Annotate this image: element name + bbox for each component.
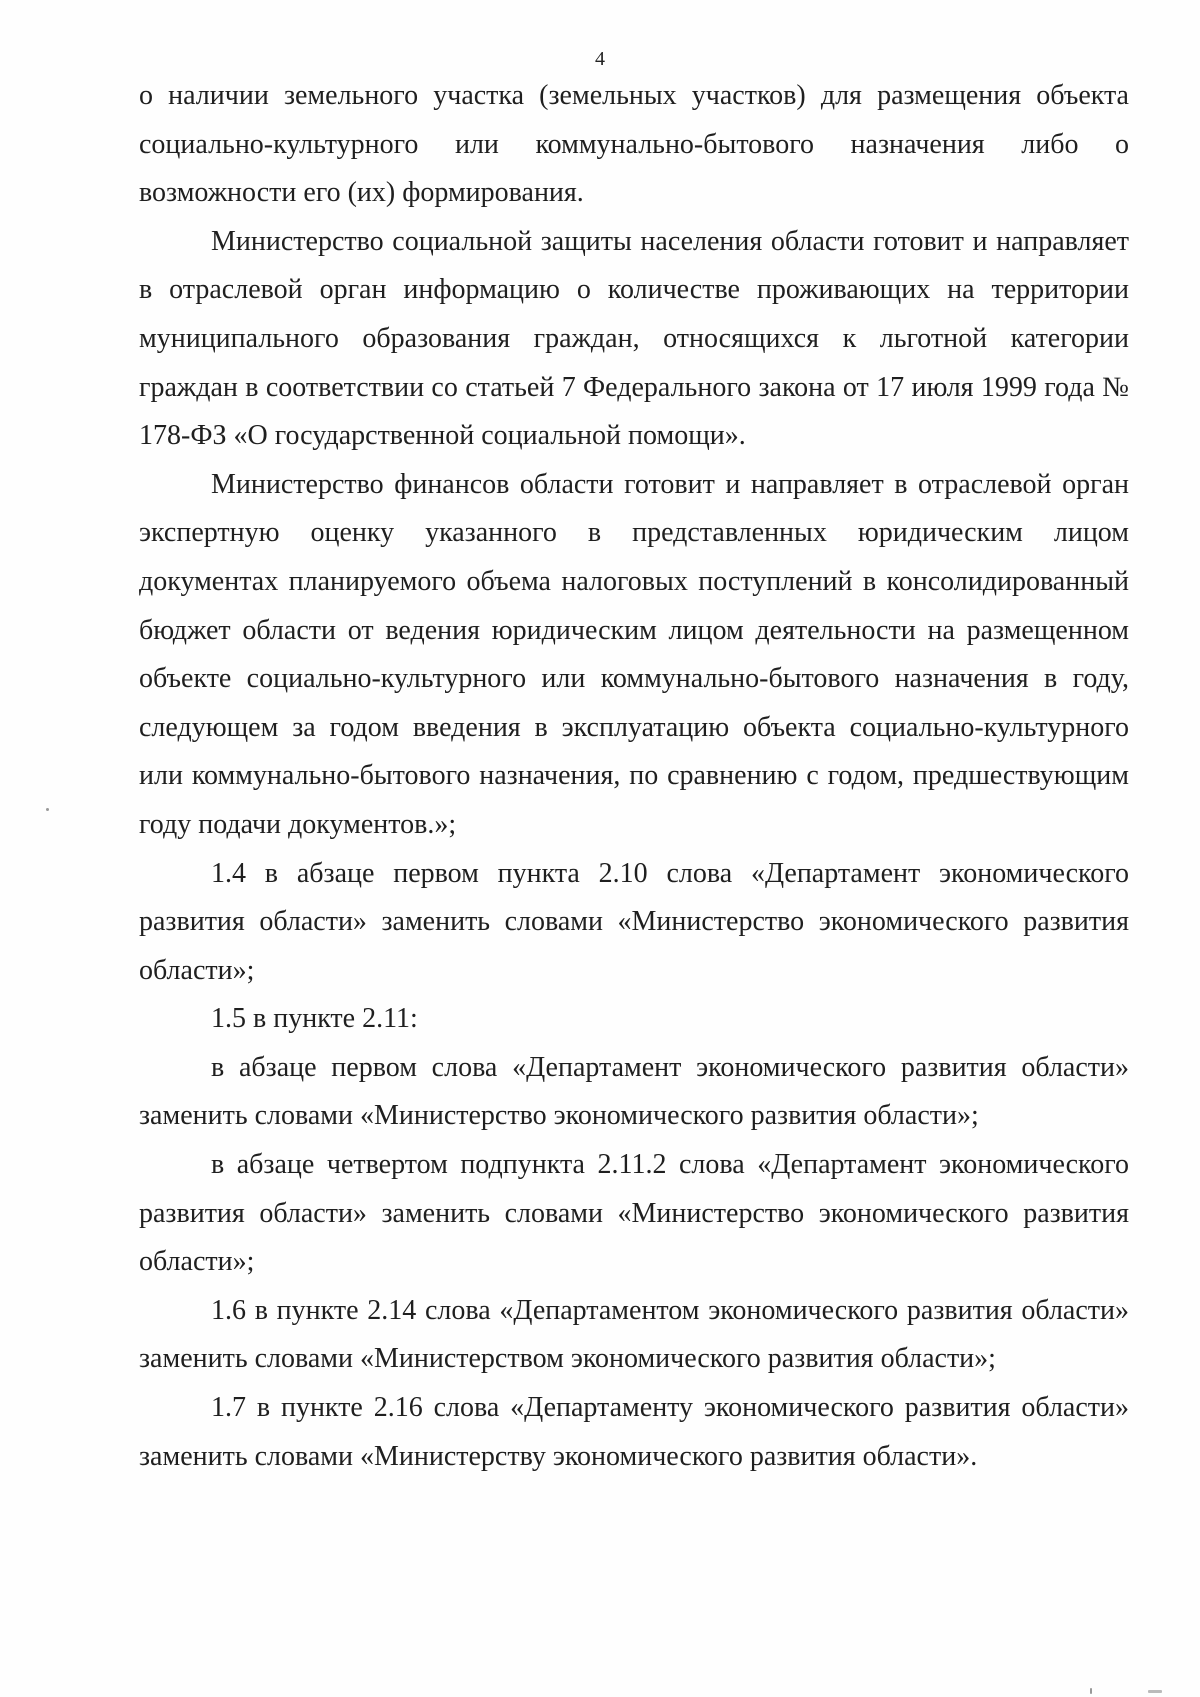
page-number: 4 (595, 48, 605, 70)
paragraph-3: Министерство финансов области готовит и направляет в отраслевой орган экспертную оценку указанного в представленных юридическим лицом документах планируемого объема налоговых поступлений в консолидированный бюджет области от ведения юридическим лицом деятельности на размещенном объекте социально-культурного или коммунально-бытового назначения в году, следующем за годом введения в эксплуатацию объекта социально-культурного или коммунально-бытового назначения, по сравнению с годом, предшествующим году подачи документов.»; (139, 468, 1129, 840)
paragraph-2: Министерство социальной защиты населения области готовит и направляет в отраслевой орган информацию о количестве проживающих на территории муниципального образования граждан, относящихся к льготной категории граждан в соответствии со статьей 7 Федерального закона от 17 июля 1999 года № 178-ФЗ «О государственной социальной помощи». (139, 225, 1129, 452)
paragraph-9: 1.7 в пункте 2.16 слова «Департаменту экономического развития области» заменить словами «Министерству экономического развития области». (139, 1392, 1129, 1472)
paragraph-4: 1.4 в абзаце первом пункта 2.10 слова «Департамент экономического развития области» заменить словами «Министерство экономического развития области»; (139, 857, 1129, 986)
scan-speck (1090, 1688, 1092, 1694)
document-body (139, 72, 1129, 1481)
paragraph-8: 1.6 в пункте 2.14 слова «Департаментом экономического развития области» заменить словами «Министерством экономического развития области»; (139, 1294, 1129, 1375)
scan-speck (1148, 1690, 1162, 1693)
paragraph-1: о наличии земельного участка (земельных участков) для размещения объекта социально-культурного или коммунально-бытового назначения либо о возможности его (их) формирования. (139, 80, 1129, 209)
paragraph-7: в абзаце четвертом подпункта 2.11.2 слова «Департамент экономического развития области» заменить словами «Министерство экономического развития области»; (139, 1149, 1129, 1278)
paragraph-5: 1.5 в пункте 2.11: (211, 1003, 418, 1035)
paragraph-6: в абзаце первом слова «Департамент экономического развития области» заменить словами «Министерство экономического развития области»; (139, 1051, 1129, 1132)
scan-speck (46, 808, 49, 811)
